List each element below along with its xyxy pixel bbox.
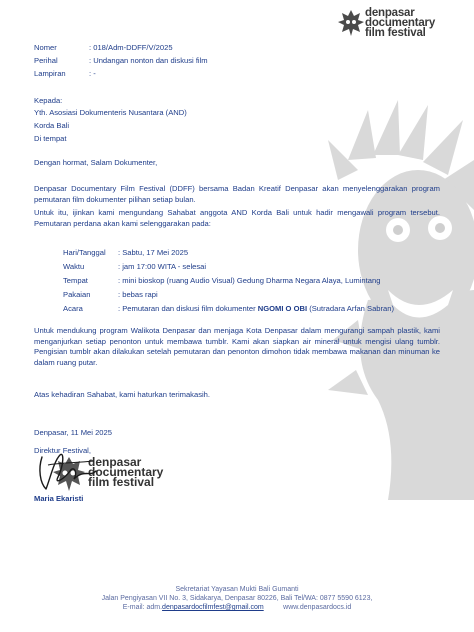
- signature-name: Maria Ekaristi: [34, 494, 84, 503]
- recipient-line-3: Di tempat: [34, 134, 67, 143]
- greeting: Dengan hormat, Salam Dokumenter,: [34, 158, 158, 167]
- festival-mask-icon: [338, 8, 364, 38]
- header-logo: [338, 4, 470, 44]
- logo-line-2: documentary: [365, 17, 436, 29]
- paragraph-1: Denpasar Documentary Film Festival (DDFF) bersama Badan Kreatif Denpasar akan menyelenggarakan program pemutaran film dokumenter pilihan setiap bulan.: [34, 184, 440, 204]
- recipient-kepada: Kepada:: [34, 96, 63, 105]
- footer-line-1: Sekretariat Yayasan Mukti Bali Gumanti: [175, 586, 299, 593]
- handwritten-signature: [34, 449, 104, 493]
- footer-email-link[interactable]: denpasardocfilmfest@gmail.com: [162, 604, 264, 611]
- perihal-value: : Undangan nonton dan diskusi film: [89, 56, 208, 65]
- closing: Atas kehadiran Sahabat, kami haturkan terimakasih.: [34, 390, 211, 399]
- nomor-value: : 018/Adm-DDFF/V/2025: [89, 43, 173, 52]
- footer-email-prefix: E-mail: adm.: [122, 604, 163, 611]
- paragraph-3: Untuk mendukung program Walikota Denpasar dan menjaga Kota Denpasar dalam mengurangi sampah plastik, kami menganjurkan setiap penonton untuk membawa tumblr. Kami akan siapkan air mineral untuk mengisi ulang tumblr. Pengisian tumblr akan dilakukan setelah pemutaran dan penonton dimohon tidak membawa makanan dan minuman ke dalam ruang putar.: [34, 326, 440, 367]
- schedule-acara-label: Acara: [63, 304, 83, 313]
- schedule-pakaian-label: Pakaian: [63, 290, 91, 299]
- schedule-waktu-value: : jam 17:00 WITA - selesai: [118, 262, 207, 271]
- barong-watermark-icon: [328, 100, 474, 500]
- footer-line-2: Jalan Pengiyasan VII No. 3, Sidakarya, Denpasar 80226, Bali Tel/WA: 0877 5590 6123,: [101, 595, 373, 602]
- schedule-tempat-label: Tempat: [63, 276, 88, 285]
- stamp-line-2: documentary: [88, 465, 164, 479]
- signature-role: Direktur Festival,: [34, 446, 91, 455]
- recipient-line-1: Yth. Asosiasi Dokumenteris Nusantara (AND): [34, 108, 187, 117]
- footer: [0, 585, 474, 612]
- lampiran-label: Lampiran: [34, 69, 66, 78]
- schedule-hari-label: Hari/Tanggal: [63, 248, 106, 257]
- recipient-line-2: Korda Bali: [34, 121, 70, 130]
- schedule-waktu-label: Waktu: [63, 262, 85, 271]
- header-logo-text: [365, 8, 435, 38]
- nomor-label: Nomer: [34, 43, 57, 52]
- schedule-hari-value: : Sabtu, 17 Mei 2025: [118, 248, 189, 257]
- schedule-acara-value: [118, 304, 394, 313]
- acara-suffix: (Sutradara Arfan Sabran): [307, 304, 395, 313]
- acara-prefix: : Pemutaran dan diskusi film dokumenter: [118, 304, 258, 313]
- schedule-pakaian-value: : bebas rapi: [118, 290, 158, 299]
- signature-date: Denpasar, 11 Mei 2025: [34, 428, 112, 437]
- footer-line-3: [0, 603, 474, 612]
- footer-website: www.denpasardocs.id: [283, 604, 352, 611]
- paragraph-2: Untuk itu, ijinkan kami mengundang Sahabat anggota AND Korda Bali untuk hadir mengawali program tersebut. Pemutaran perdana akan kami selenggarakan pada:: [34, 208, 440, 228]
- logo-line-1: denpasar: [365, 7, 415, 19]
- logo-line-3: film festival: [365, 27, 426, 39]
- stamp-line-3: film festival: [88, 475, 155, 489]
- schedule-tempat-value: : mini bioskop (ruang Audio Visual) Gedung Dharma Negara Alaya, Lumintang: [118, 276, 381, 285]
- film-title: NGOMI O OBI: [257, 304, 308, 313]
- perihal-label: Perihal: [34, 56, 58, 65]
- stamp-line-1: denpasar: [88, 455, 142, 469]
- lampiran-value: : -: [89, 69, 96, 78]
